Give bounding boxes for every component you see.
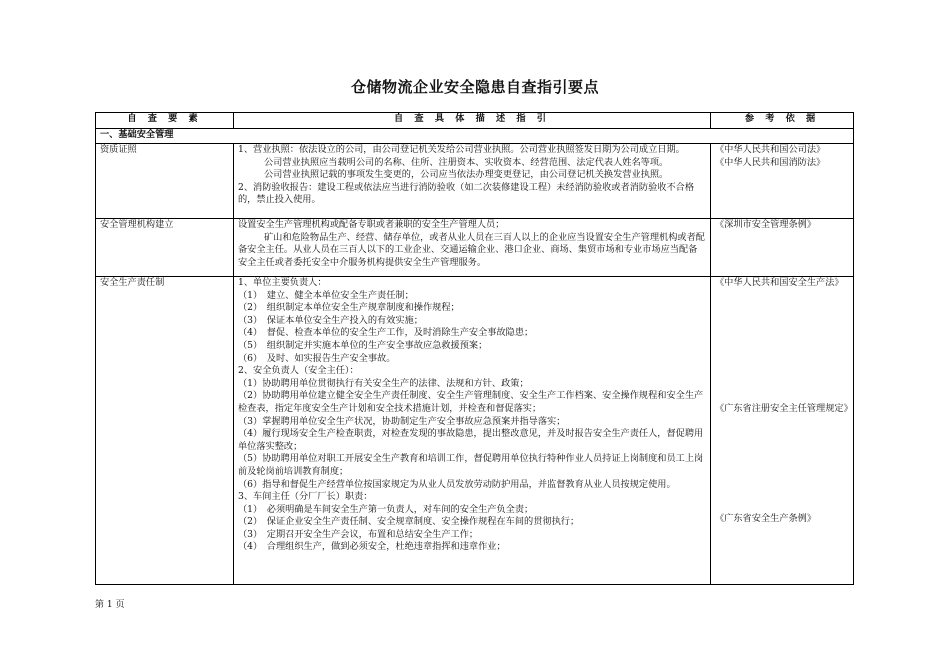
desc-line: 1、单位主要负责人： (238, 277, 327, 288)
desc-line: 3、车间主任（分厂厂长）职责： (238, 491, 373, 503)
desc-line: （5）协助聘用单位对职工开展安全生产教育和培训工作，督促聘用单位执行特种作业人员持证上岗制度和员工上岗前及轮岗前培训教育制度； (238, 453, 704, 477)
row-element: 资质证照 (96, 144, 234, 219)
self-inspection-table (95, 112, 854, 585)
row-element: 安全管理机构建立 (96, 219, 234, 277)
desc-line: （4） 合理组织生产，做到必须安全，杜绝违章指挥和违章作业； (238, 541, 506, 553)
desc-line: （1） 建立、健全本单位安全生产责任制； (238, 289, 414, 301)
desc-line: （5） 组织制定并实施本单位的生产安全事故应急救援预案； (238, 339, 488, 351)
desc-line: （4）履行现场安全生产检查职责，对检查发现的事故隐患，提出整改意见，并及时报告安全生产责任人，督促聘用单位落实整改； (238, 428, 704, 452)
desc-line: （1） 必须明确是车间安全生产第一负责人，对车间的安全生产负全责； (238, 503, 534, 515)
document-title: 仓储物流企业安全隐患自查指引要点 (350, 78, 599, 96)
section-row (96, 129, 854, 144)
desc-line: 2、消防验收报告：建设工程或依法应当进行消防验收（如二次装修建设工程）未经消防验收或者消防验收不合格的，禁止投入使用。 (238, 181, 695, 206)
desc-line: 公司营业执照应当载明公司的名称、住所、注册资本、实收资本、经营范围、法定代表人姓名等项。 (264, 156, 669, 168)
desc-line: （3）掌握聘用单位安全生产状况，协助制定生产安全事故应急预案并指导落实； (238, 415, 566, 427)
row-description (234, 219, 711, 277)
header-element: 自 查 要 素 (96, 113, 234, 129)
ref-line: 《中华人民共和国公司法》 (715, 144, 826, 155)
ref-line: 《广东省安全生产条例》 (715, 513, 817, 524)
desc-line: 矿山和危险物品生产、经营、储存单位，或者从业人员在三百人以上的企业应当设置安全生产管理机构或者配备安全主任。从业人员在三百人以下的工业企业、交通运输企业、港口企业、商场、集贸市场和专业市场应当配备安全主任或者委托安全中介服务机构提供安全生产管理服务。 (238, 231, 705, 268)
row-description (234, 144, 711, 219)
desc-line: 1、营业执照：依法设立的公司，由公司登记机关发给公司营业执照。公司营业执照签发日期为公司成立日期。 (238, 144, 685, 155)
desc-line: 设置安全生产管理机构或配备专职或者兼职的安全生产管理人员； (238, 219, 505, 230)
page-number: 第 1 页 (95, 600, 125, 610)
table-header-row (96, 113, 854, 129)
table-row (96, 277, 854, 585)
desc-line: （3） 定期召开安全生产会议，布置和总结安全生产工作； (238, 528, 479, 540)
header-description: 自 查 具 体 描 述 指 引 (234, 113, 711, 129)
ref-line: 《广东省注册安全主任管理规定》 (715, 403, 853, 414)
row-element: 安全生产责任制 (96, 277, 234, 585)
desc-line: （2） 保证企业安全生产责任制、安全规章制度、安全操作规程在车间的贯彻执行； (238, 516, 580, 528)
desc-line: （3） 保证本单位安全生产投入的有效实施； (238, 314, 423, 326)
desc-line: （2） 组织制定本单位安全生产规章制度和操作规程； (238, 302, 460, 314)
ref-line: 《深圳市安全管理条例》 (715, 219, 817, 230)
desc-line: 公司营业执照记载的事项发生变更的，公司应当依法办理变更登记，由公司登记机关换发营业执照。 (264, 169, 669, 181)
row-reference (711, 277, 854, 585)
row-description (234, 277, 711, 585)
ref-line: 《中华人民共和国安全生产法》 (715, 277, 844, 288)
section-title: 一、基础安全管理 (96, 129, 854, 144)
header-reference: 参 考 依 据 (711, 113, 854, 129)
desc-line: （4） 督促、检查本单位的安全生产工作，及时消除生产安全事故隐患； (238, 327, 534, 339)
row-reference (711, 219, 854, 277)
row-reference (711, 144, 854, 219)
desc-line: （6） 及时、如实报告生产安全事故。 (238, 352, 396, 364)
desc-line: 2、安全负责人（安全主任）： (238, 365, 359, 377)
desc-line: （6）指导和督促生产经营单位按国家规定为从业人员发放劳动防护用品，并监督教育从业人员按规定使用。 (238, 478, 676, 490)
desc-line: （1）协助聘用单位贯彻执行有关安全生产的法律、法规和方针、政策； (238, 377, 529, 389)
ref-line: 《中华人民共和国消防法》 (715, 156, 826, 168)
table-row (96, 144, 854, 219)
table-row (96, 219, 854, 277)
desc-line: （2）协助聘用单位建立健全安全生产责任制度、安全生产管理制度、安全生产工作档案、安全操作规程和安全生产检查表，指定年度安全生产计划和安全技术措施计划，并检查和督促落实； (238, 390, 704, 414)
